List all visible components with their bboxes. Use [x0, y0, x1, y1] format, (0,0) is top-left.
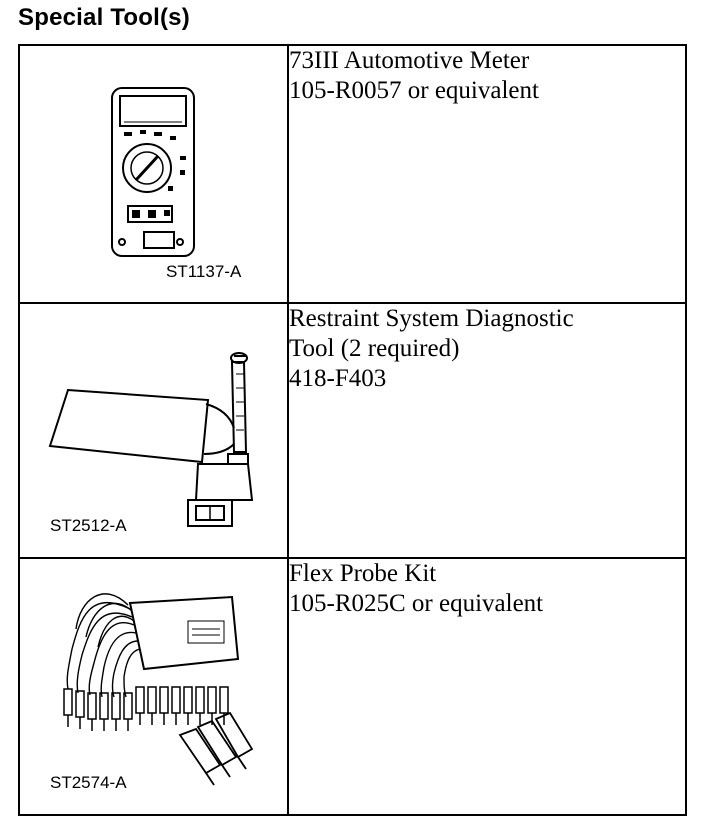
tool-illustration-cell [19, 303, 288, 558]
tool-part-number: 418-F403 [289, 365, 387, 392]
tool-code: ST2512-A [50, 516, 127, 535]
table-row [19, 45, 686, 303]
tool-code: ST2574-A [50, 773, 127, 792]
table-row [19, 558, 686, 815]
tool-part-number: 105-R025C or equivalent [289, 590, 544, 617]
special-tools-table [18, 44, 687, 816]
table-row [19, 303, 686, 558]
tool-description [288, 558, 686, 815]
tool-code: ST1137-A [166, 262, 242, 281]
tool-name: Restraint System Diagnostic [289, 305, 574, 332]
tool-name: 73III Automotive Meter [289, 47, 530, 74]
multimeter-icon [20, 46, 287, 302]
tool-description [288, 45, 686, 303]
tool-illustration-cell [19, 558, 288, 815]
tool-name: Tool (2 required) [289, 335, 460, 362]
tool-name: Flex Probe Kit [289, 560, 437, 587]
tool-description [288, 303, 686, 558]
tool-illustration-cell [19, 45, 288, 303]
tool-part-number: 105-R0057 or equivalent [289, 77, 539, 104]
page-title: Special Tool(s) [18, 4, 190, 31]
